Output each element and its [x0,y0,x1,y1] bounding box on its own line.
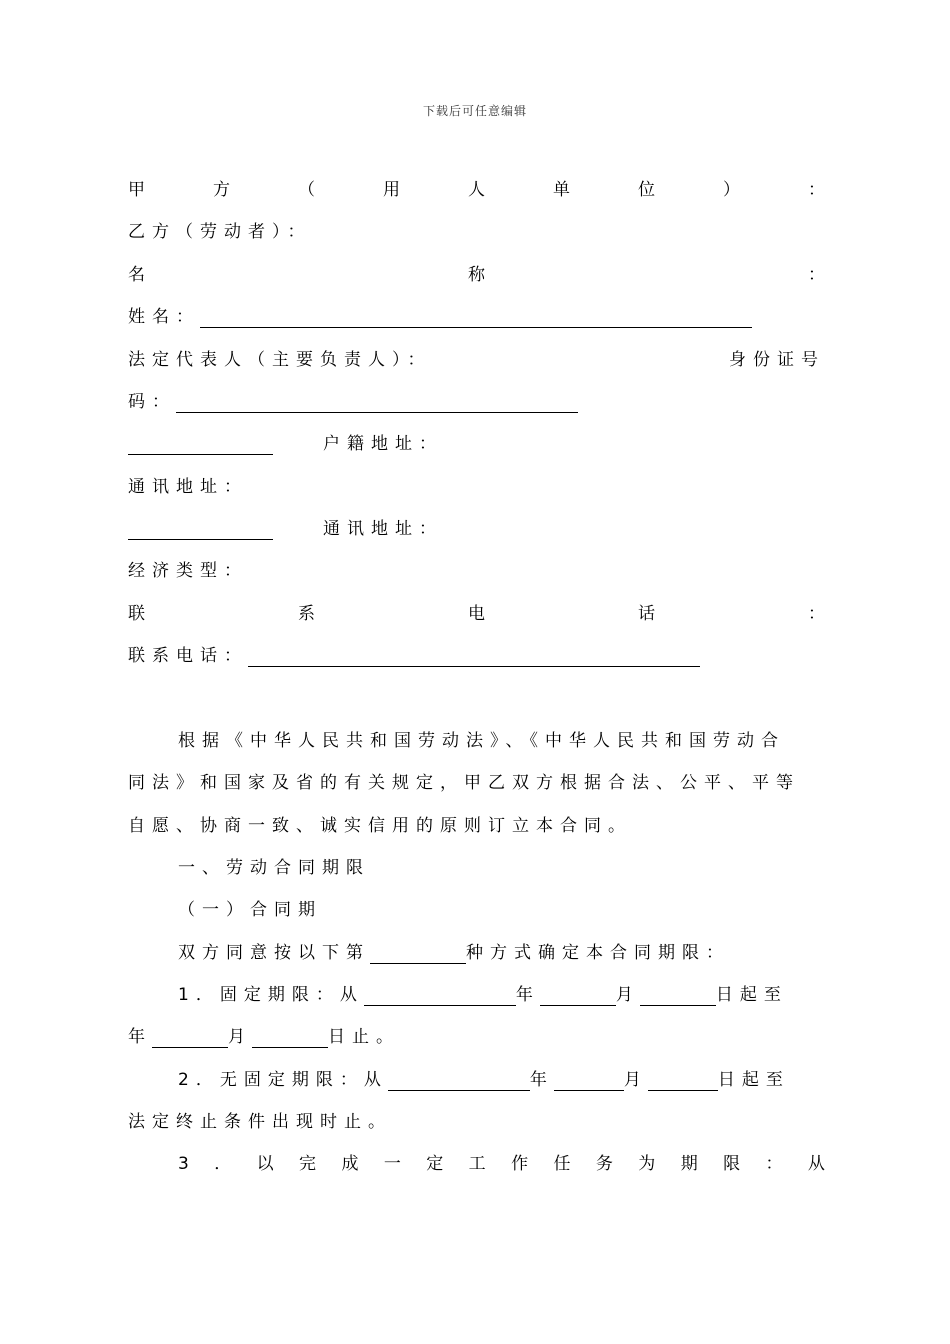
month-blank[interactable] [540,985,616,1006]
agree-row: 双方同意按以下第 种方式确定本合同期限： [178,943,730,963]
fixed-term-end-row: 年 月 日止。 [128,1027,400,1047]
open-term-row: 2．无固定期限：从 年 月 日起至 [178,1070,790,1090]
person-name-blank[interactable] [200,307,752,328]
person-name-label: 姓名： [128,307,200,327]
phone-label: 联系电话： [128,646,248,666]
phone-blank[interactable] [248,646,700,667]
para1-line1: 根据《中华人民共和国劳动法》、《中华人民共和国劳动合 [178,731,785,751]
year-blank[interactable] [388,1070,530,1091]
day-blank[interactable] [252,1027,328,1048]
para1-line2: 同法》和国家及省的有关规定，甲乙双方根据合法、公平、平等 [128,773,800,793]
legal-rep-row [128,346,825,374]
page-header: 下载后可任意编辑 [422,104,527,118]
econ-type-label: 经济类型： [128,561,248,581]
year-blank[interactable] [364,985,516,1006]
id-label: 身份证号 [729,350,825,370]
person-name-row [128,303,825,331]
id-row [128,388,825,416]
domicile-row [128,430,825,458]
sub1-title: （一）合同期 [178,900,322,920]
blank-line[interactable] [128,519,273,540]
month-blank[interactable] [152,1027,228,1048]
task-term-row: 3 ． 以 完 成 一 定 工 作 任 务 为 期 限 ： 从 [178,1154,825,1174]
blank-line[interactable] [128,434,273,455]
day-blank[interactable] [640,985,716,1006]
id-label-cont: 码： [128,392,176,412]
domicile-label: 户籍地址： [323,434,443,454]
phone-label-spread: 联 系 电 话 ： [128,604,825,624]
mail-address-row-2 [128,515,825,543]
section1-title: 一、劳动合同期限 [178,858,370,878]
mail-address-label-1: 通讯地址： [128,477,248,497]
phone-row [128,642,825,670]
method-blank[interactable] [370,943,466,964]
fixed-term-row: 1．固定期限：从 年 月 日起至 [178,985,788,1005]
para1-line3: 自愿、协商一致、诚实信用的原则订立本合同。 [128,816,632,836]
mail-address-label-2: 通讯地址： [323,519,443,539]
month-blank[interactable] [554,1070,624,1091]
legal-rep-label: 法定代表人（主要负责人）： [128,350,432,370]
name-label: 名 称 ： [128,265,825,285]
id-blank[interactable] [176,392,578,413]
party-a-title: 甲 方 （ 用 人 单 位 ） ： [128,180,825,200]
open-term-end: 法定终止条件出现时止。 [128,1112,392,1132]
party-b-title: 乙方（劳动者）： [128,222,312,242]
day-blank[interactable] [648,1070,718,1091]
